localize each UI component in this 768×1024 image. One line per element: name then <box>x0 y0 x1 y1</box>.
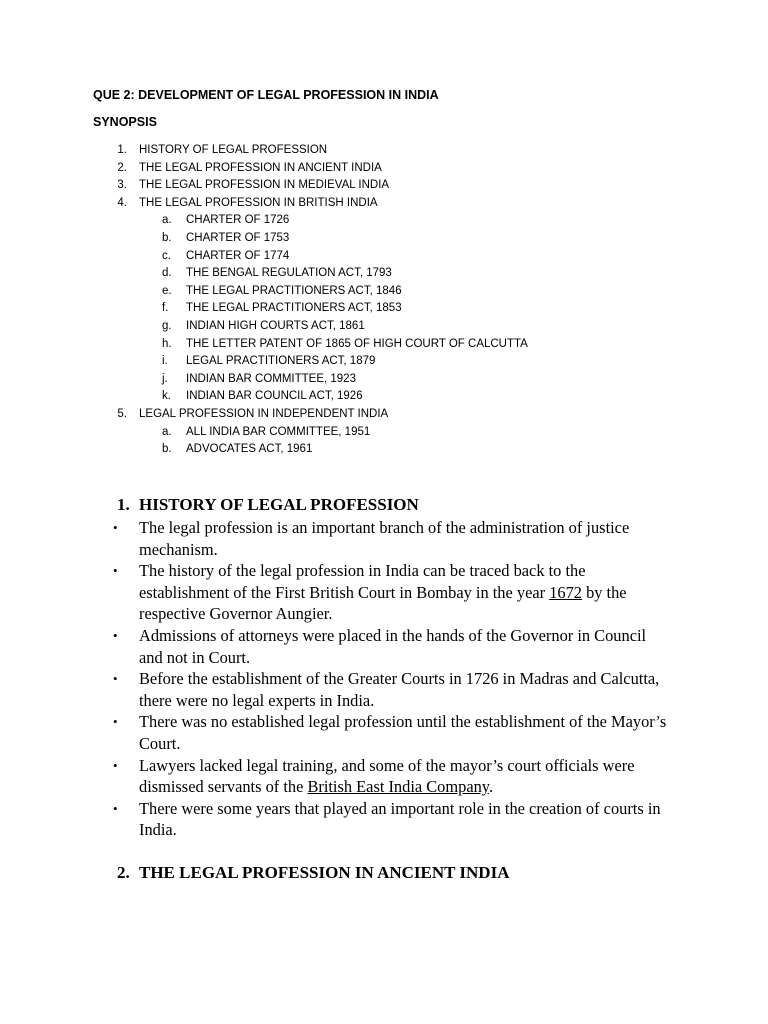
synopsis-item-text: CHARTER OF 1774 <box>186 249 290 262</box>
synopsis-item-marker: i. <box>162 355 168 368</box>
bullet-text: The legal profession is an important branch of the administration of justice mechanism. <box>139 518 630 559</box>
synopsis-item-marker: j. <box>162 372 168 385</box>
bullet-item <box>0 798 768 841</box>
bullet-text: Admissions of attorneys were placed in the hands of the Governor in Council and not in Court. <box>139 625 647 667</box>
synopsis-item-marker: b. <box>162 231 172 244</box>
synopsis-item-marker: h. <box>162 337 172 350</box>
bullet-text: The history of the legal profession in India can be traced back to the establishment of the First British Court in Bombay in the year <box>139 561 586 602</box>
document-title: QUE 2: DEVELOPMENT OF LEGAL PROFESSION IN INDIA <box>93 88 439 102</box>
section-2-title: THE LEGAL PROFESSION IN ANCIENT INDIA <box>139 863 510 882</box>
synopsis-item <box>0 212 768 230</box>
section-1-bullet-list <box>0 517 768 841</box>
synopsis-item <box>0 283 768 301</box>
bullet-text: . <box>488 777 494 797</box>
underlined-link-text[interactable]: 1672 <box>549 582 582 602</box>
synopsis-item <box>0 177 768 195</box>
synopsis-item-text: INDIAN HIGH COURTS ACT, 1861 <box>186 319 365 332</box>
synopsis-item-marker: k. <box>162 390 171 403</box>
synopsis-item <box>0 441 768 459</box>
synopsis-item <box>0 248 768 266</box>
synopsis-item-text: ALL INDIA BAR COMMITTEE, 1951 <box>186 425 371 438</box>
synopsis-item <box>0 160 768 178</box>
synopsis-item <box>0 265 768 283</box>
bullet-dot-icon: • <box>113 671 118 687</box>
bullet-text: Lawyers lacked legal training, and some of the mayor’s court officials were dismissed servants of the <box>139 755 635 797</box>
section-1-title: HISTORY OF LEGAL PROFESSION <box>139 495 419 514</box>
synopsis-item-marker: 2. <box>117 161 127 174</box>
synopsis-item-text: THE LETTER PATENT OF 1865 OF HIGH COURT OF CALCUTTA <box>186 337 528 350</box>
synopsis-item <box>0 195 768 213</box>
bullet-text: There were some years that played an important role in the creation of courts in India. <box>139 798 661 840</box>
synopsis-item-marker: 5. <box>117 407 127 420</box>
synopsis-item-marker: a. <box>162 425 172 438</box>
synopsis-list <box>0 142 768 459</box>
bullet-text: Before the establishment of the Greater Courts in 1726 in Madras and Calcutta, there were no legal experts in India. <box>139 669 660 710</box>
synopsis-item-text: THE BENGAL REGULATION ACT, 1793 <box>186 267 392 280</box>
synopsis-item-marker: d. <box>162 267 172 280</box>
synopsis-item <box>0 230 768 248</box>
synopsis-item-text: THE LEGAL PROFESSION IN ANCIENT INDIA <box>139 161 382 174</box>
bullet-item <box>0 560 768 625</box>
synopsis-item-marker: g. <box>162 319 172 332</box>
bullet-item <box>0 668 768 711</box>
synopsis-item-marker: 3. <box>117 179 127 192</box>
synopsis-item-marker: a. <box>162 214 172 227</box>
synopsis-item <box>0 353 768 371</box>
bullet-item <box>0 517 768 560</box>
bullet-dot-icon: • <box>113 714 118 730</box>
bullet-dot-icon: • <box>113 757 118 773</box>
synopsis-item-marker: 1. <box>117 144 127 156</box>
synopsis-item-text: LEGAL PRACTITIONERS ACT, 1879 <box>186 355 376 368</box>
synopsis-item-text: ADVOCATES ACT, 1961 <box>186 443 313 456</box>
bullet-item <box>0 625 768 668</box>
synopsis-item <box>0 336 768 354</box>
bullet-dot-icon: • <box>113 520 118 535</box>
synopsis-item-text: INDIAN BAR COMMITTEE, 1923 <box>186 372 356 385</box>
synopsis-item <box>0 371 768 389</box>
synopsis-item <box>0 424 768 442</box>
synopsis-item <box>0 406 768 424</box>
synopsis-item-text: THE LEGAL PROFESSION IN BRITISH INDIA <box>139 196 378 209</box>
synopsis-item-marker: c. <box>162 249 171 262</box>
bullet-dot-icon: • <box>113 627 118 643</box>
synopsis-item-text: INDIAN BAR COUNCIL ACT, 1926 <box>186 390 363 403</box>
section-2-heading <box>117 863 509 883</box>
section-1-heading <box>117 495 419 515</box>
synopsis-item <box>0 142 768 160</box>
section-2-number: 2. <box>117 863 130 882</box>
bullet-text: by the respective Governor Aungier. <box>139 582 627 624</box>
synopsis-item-text: HISTORY OF LEGAL PROFESSION <box>139 144 328 156</box>
bullet-item <box>0 711 768 754</box>
synopsis-item-marker: f. <box>162 302 169 315</box>
synopsis-item-text: THE LEGAL PRACTITIONERS ACT, 1853 <box>186 302 402 315</box>
synopsis-item-marker: b. <box>162 443 172 456</box>
synopsis-item-text: LEGAL PROFESSION IN INDEPENDENT INDIA <box>139 407 389 420</box>
synopsis-item-text: CHARTER OF 1753 <box>186 231 290 244</box>
bullet-dot-icon: • <box>113 563 118 579</box>
synopsis-item-text: THE LEGAL PROFESSION IN MEDIEVAL INDIA <box>139 179 390 192</box>
synopsis-heading: SYNOPSIS <box>93 115 157 129</box>
underlined-link-text[interactable]: British East India Company <box>307 777 489 797</box>
synopsis-item-marker: e. <box>162 284 172 297</box>
synopsis-item-marker: 4. <box>117 196 127 209</box>
bullet-item <box>0 755 768 798</box>
synopsis-item <box>0 388 768 406</box>
synopsis-item <box>0 318 768 336</box>
synopsis-item-text: CHARTER OF 1726 <box>186 214 290 227</box>
synopsis-item-text: THE LEGAL PRACTITIONERS ACT, 1846 <box>186 284 402 297</box>
synopsis-item <box>0 300 768 318</box>
bullet-text: There was no established legal profession until the establishment of the Mayor’s Court. <box>139 712 667 753</box>
section-1-number: 1. <box>117 495 130 514</box>
bullet-dot-icon: • <box>113 800 118 816</box>
